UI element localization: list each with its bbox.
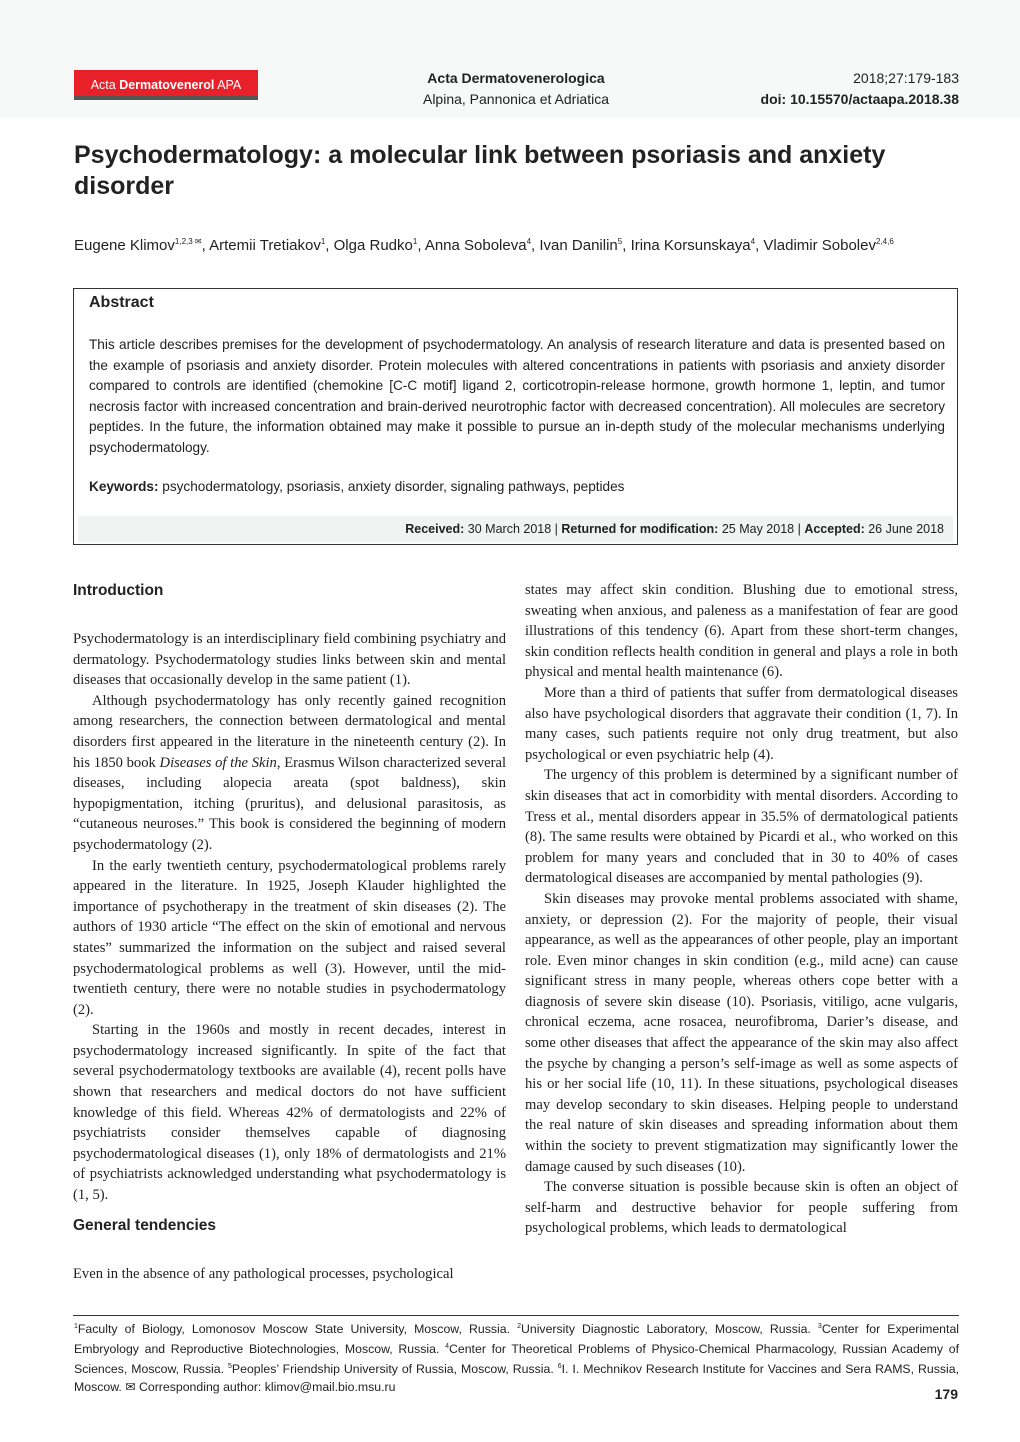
left-column (73, 580, 506, 1284)
affiliation: Center for Experimental Embryology and Reproductive Biotechnologies, Moscow, Russia. (74, 1322, 960, 1357)
right-column (525, 580, 958, 1239)
affiliation: University Diagnostic Laboratory, Moscow, Russia. (520, 1322, 818, 1336)
footnote-marker: 2 (517, 1323, 521, 1330)
paragraph: The urgency of this problem is determined by a significant number of skin diseases that act in comorbidity with mental disorders. According to Tress et al., mental disorders appear in 35.5% of dermatological patients (8). The same results were obtained by Picardi et al., who worked on this problem for many years and concluded that in 30 to 40% of cases dermatological diseases are accompanied by mental pathologies (9). (525, 767, 958, 887)
journal-name (380, 68, 652, 110)
paragraph: Psychodermatology is an interdisciplinary field combining psychiatry and dermatology. Psychodermatology studies links between skin and mental diseases that occasionally develop in the same patient (1). (73, 631, 506, 689)
paragraph: In the early twentieth century, psychodermatological problems rarely appeared in the literature. In 1925, Joseph Klauder highlighted the importance of psychotherapy in the treatment of skin diseases (2). The authors of 1930 article “The effect on the skin of emotional and nervous states” summarized the information on the subject and raised several psychodermatological problems as well (3). However, until the mid-twentieth century, there were no notable studies in psychodermatology (2). (73, 857, 506, 1018)
author-list: Eugene Klimov$^{1,2,3 ✉}$, Artemii Tretiakov$^1$, Olga Rudko$^1$, Anna Soboleva$^4$, Ivan Danilin$^5$, Irina Korsunskaya$^4$, Vladimir Sobolev$^{2,4,6}$ (74, 237, 894, 254)
author: Eugene Klimov (74, 237, 175, 254)
author: Irina Korsunskaya (630, 237, 751, 254)
journal-title: Acta Dermatovenerologica (427, 70, 605, 86)
affiliation: Center for Theoretical Problems of Physico-Chemical Pharmacology, Russian Academy of Sciences, Moscow, Russia. (74, 1342, 959, 1377)
author: Vladimir Sobolev (763, 237, 876, 254)
doi[interactable]: doi: 10.15570/actaapa.2018.38 (760, 91, 959, 107)
footnote-divider (73, 1315, 959, 1316)
paragraph: states may affect skin condition. Blushing due to emotional stress, sweating when anxious, and paleness as a manifestation of fear are good illustrations of this tendency (6). Apart from these short-term changes, skin condition reflects health condition in general and plays a role in both physical and mental health maintenance (6). (525, 582, 958, 681)
affiliation: Peoples’ Friendship University of Russia, Moscow, Russia. (231, 1362, 558, 1377)
accepted-date: 26 June 2018 (868, 522, 944, 536)
citation: 2018;27:179-183 (853, 70, 959, 86)
abstract-text: This article describes premises for the development of psychodermatology. An analysis of research literature and data is presented based on the example of psoriasis and anxiety disorder. Protein molecules with altered concentrations in patients with psoriasis and anxiety disorder compared to controls are identified (chemokine [C-C motif] ligand 2, corticotropin-release hormone, growth hormone 1, leptin, and tumor necrosis factor with increased concentration and brain-derived neurotrophic factor with decreased concentration). All molecules are secretory peptides. In the future, the information obtained may make it possible to pursue an in-depth study of the molecular mechanisms underlying psychodermatology. (89, 337, 945, 455)
affiliation-marker: 4 (750, 237, 756, 246)
article-title: Psychodermatology: a molecular link between psoriasis and anxiety disorder (74, 141, 886, 200)
footnote-marker: 3 (817, 1323, 822, 1330)
author: Ivan Danilin (539, 237, 618, 254)
journal-logo: Acta Dermatovenerol APA (74, 70, 258, 100)
section-heading-general-tendencies: General tendencies (73, 1216, 217, 1234)
page-number: 179 (934, 1386, 958, 1402)
abstract-heading: Abstract (89, 294, 154, 311)
abstract-box (73, 288, 958, 545)
paragraph: Although psychodermatology has only recently gained recognition among researchers, the connection between dermatological and mental disorders first appeared in the literature in the nineteenth century (2). In his 1850 book Diseases of the Skin, Erasmus Wilson characterized several diseases, including alopecia areata (spot baldness), skin hypopigmentation, itching (pruritus), and delusional parasitosis, as “cutaneous neuroses.” This book is considered the beginning of modern psychodermatology (2). (73, 692, 506, 853)
affiliations (74, 1318, 959, 1396)
paragraph: Even in the absence of any pathological processes, psychological (73, 1265, 454, 1282)
affiliation-marker: 4 (526, 237, 532, 246)
section-heading-introduction: Introduction (73, 582, 164, 599)
affiliation-marker: 2,4,6 (875, 237, 894, 246)
paragraph: More than a third of patients that suffer from dermatological diseases also have psychological disorders that aggravate their condition (1, 7). In many cases, such patients require not only drug treatment, but also psychological or even psychiatric help (4). (525, 684, 958, 763)
keywords-label: Keywords: (89, 479, 159, 494)
footnote-marker: 4 (445, 1343, 449, 1351)
affiliation-marker: 5 (617, 237, 623, 246)
journal-subtitle: Alpina, Pannonica et Adriatica (422, 91, 609, 107)
received-date: 30 March 2018 (467, 522, 552, 536)
keywords-list: psychodermatology, psoriasis, anxiety disorder, signaling pathways, peptides (162, 479, 625, 494)
footnote-marker: 6 (557, 1363, 562, 1371)
paragraph: The converse situation is possible because skin is often an object of self-harm and destructive behavior for people suffering from psychological problems, which leads to dermatological (525, 1179, 958, 1237)
author: Artemii Tretiakov (209, 237, 321, 254)
paragraph: Starting in the 1960s and mostly in recent decades, interest in psychodermatology increased significantly. In spite of the fact that several psychodermatology textbooks are available (4), recent polls have shown that researchers and medical doctors do not have sufficient knowledge of this field. Whereas 42% of dermatologists and 22% of psychiatrists consider themselves capable of diagnosing psychodermatological diseases (1), only 18% of dermatologists and 21% of psychiatrists acknowledged understanding what psychodermatology is (1, 5). (73, 1022, 506, 1204)
citation-info (761, 68, 959, 110)
affiliation-marker: 1 (412, 237, 418, 246)
returned-date: 25 May 2018 (721, 522, 795, 536)
corresponding-author[interactable]: ✉ Corresponding author: klimov@mail.bio.msu.ru (125, 1379, 396, 1394)
keywords (89, 479, 624, 494)
affiliation: I. I. Mechnikov Research Institute for Vaccines and Sera RAMS, Russia, Moscow. (74, 1362, 960, 1394)
affiliation-marker: 1,2,3 ✉ (174, 237, 202, 246)
affiliation-marker: 1 (320, 237, 326, 246)
affiliation: Faculty of Biology, Lomonosov Moscow State University, Moscow, Russia. (77, 1322, 518, 1336)
accepted-label: Accepted: (804, 522, 865, 536)
paragraph: Skin diseases may provoke mental problems associated with shame, anxiety, or depression (2). For the majority of people, their visual appearance, as well as the appearances of other people, play an important role. Even minor changes in skin condition (e.g., mild acne) can cause significant stress in many people, whereas others cope better with a diagnosis of severe skin disease (10). Psoriasis, vitiligo, acne vulgaris, chronical eczema, acne rosacea, neurofibroma, Darier’s disease, and some other diseases that affect the appearance of the skin may also affect the psyche by changing a person’s self-image as well as some aspects of his or her social life (10, 11). In these situations, psychological diseases may develop secondary to skin diseases. Helping people to understand the real nature of skin diseases and spreading information about them within the society to prevent stigmatization may significantly lower the damage caused by such diseases (10). (525, 890, 958, 1175)
author: Anna Soboleva (424, 237, 527, 254)
returned-label: Returned for modification: (561, 522, 719, 536)
author: Olga Rudko (333, 237, 413, 254)
footnote-marker: 5 (228, 1363, 232, 1371)
article-dates: Received: 30 March 2018 | Returned for modification: 25 May 2018 | Accepted: 26 June 2018 (78, 516, 953, 542)
footnote-marker: 1 (74, 1323, 78, 1330)
received-label: Received: (405, 522, 465, 536)
